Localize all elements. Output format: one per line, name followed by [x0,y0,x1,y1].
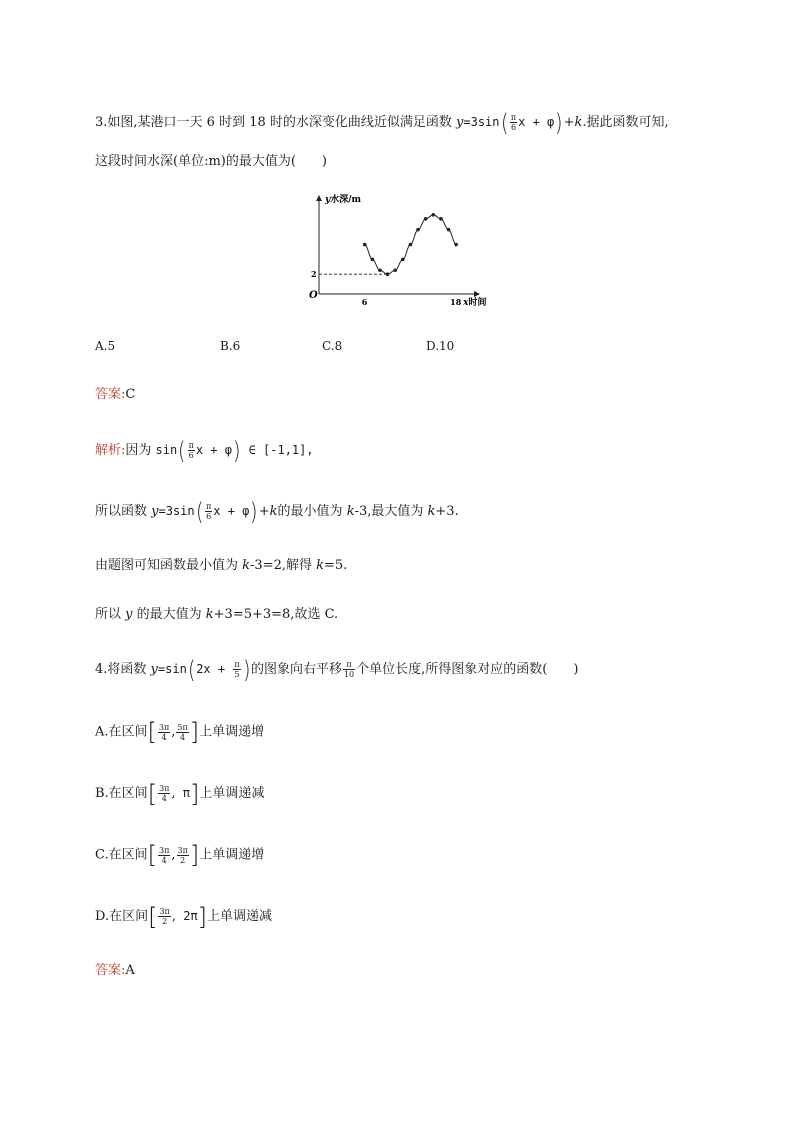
fraction-numerator: 3π [159,784,170,793]
q3-func-eq: =3sin [463,115,500,129]
y-tick-label: 2 [311,269,317,280]
left-paren: ( [195,497,204,526]
analysis-text: 所以 [95,607,126,622]
q3-stem-part2: .据此函数可知, [582,115,669,130]
q4-number: 4. [95,662,108,677]
fraction-numerator: π [234,660,240,669]
q3-option-b: B.6 [220,339,241,353]
x-tick-label: 18 [450,297,462,307]
fraction-numerator: 5π [177,722,188,732]
func-eq: =3sin [158,504,195,518]
fraction [205,502,212,521]
data-point [401,258,405,262]
option-prefix: D.在区间 [95,909,149,924]
interval-left [158,784,170,803]
q4-answer-value: A [125,963,135,978]
right-paren: ) [232,436,241,465]
analysis-text: 由题图可知函数最小值为 [95,558,243,573]
data-point [431,213,435,217]
y-axis-var: y [325,195,331,205]
right-bracket: ] [189,718,200,746]
q3-number: 3. [95,115,108,130]
right-bracket: ] [197,902,208,931]
inner-expression: x + φ [213,504,250,518]
fraction-denominator: 2 [162,917,168,926]
inner-expression: x + φ [195,443,232,457]
fraction-denominator: 6 [206,512,212,521]
q4-stem-text: 的图象向右平移 [250,662,342,677]
fraction-denominator: 4 [180,732,186,742]
range-text: ∈ [-1,1], [241,443,314,457]
q3-answer [95,385,135,405]
data-point [393,268,397,272]
q3-fraction [510,113,517,132]
q3-option-d: D.10 [426,339,455,353]
fraction-denominator: 4 [161,732,167,742]
fraction-denominator: 5 [234,670,240,679]
interval-left [158,907,170,926]
data-point [439,217,443,221]
interval-left [158,846,170,865]
q3-analysis-line1 [95,436,314,465]
fraction-numerator: π [188,441,194,450]
q3-func-y: y [456,115,464,130]
interval-sep: , [171,786,176,801]
fraction-denominator: 10 [343,670,355,679]
q3-analysis-line4 [95,605,338,625]
right-paren: ) [250,497,258,526]
func-tail: +k [258,504,278,519]
var-y: y [125,607,133,622]
analysis-text: 因为 [125,443,156,458]
var-k: k [316,558,325,573]
analysis-text: -3=2,解得 [250,558,317,573]
fraction [233,660,240,679]
origin-label: O [309,290,318,301]
x-axis-var: x [463,298,469,308]
interval-left [158,723,170,742]
analysis-text: -3,最大值为 [354,504,428,519]
option-suffix: 上单调递增 [199,847,265,863]
shift-fraction [343,660,355,679]
water-depth-chart [300,192,490,312]
q4-option-b [95,779,265,808]
y-axis-text: 水深/m [330,195,362,205]
interval-right [176,723,188,742]
fraction-numerator: π [206,502,212,511]
analysis-text: 所以函数 [95,504,152,519]
analysis-text: =5. [324,558,348,573]
x-tick-label: 6 [361,297,368,307]
q3-func-inner: x + φ [518,115,555,129]
option-prefix: B.在区间 [95,786,148,801]
data-point [386,272,390,276]
left-bracket: [ [148,902,158,931]
data-point [371,258,375,262]
var-k: k [427,504,436,519]
q3-answer-label: 答案: [95,387,126,402]
left-paren: ( [187,655,196,684]
option-suffix: 上单调递增 [199,724,265,740]
analysis-text: +3=5+3=8,故选 C. [213,607,339,622]
analysis-text: +3. [435,504,459,519]
q3-stem-line1 [95,108,669,137]
q3-analysis-line2 [95,497,459,526]
var-y: y [151,504,159,519]
q4-stem [95,655,579,684]
var-k: k [242,558,251,573]
q3-func-tail: +k [563,115,583,130]
x-axis-text: 时间 [468,298,487,308]
q3-analysis-label: 解析: [95,443,126,458]
fraction-numerator: 3π [159,907,170,916]
fraction-denominator: 4 [161,855,167,865]
var-k: k [205,607,214,622]
interval-right: π [175,786,191,800]
left-paren: ( [500,108,508,137]
func-eq: =sin [157,662,187,676]
data-point [447,228,451,232]
interval-sep: , [171,847,176,863]
q3-answer-value: C [125,387,136,402]
analysis-text: 的最小值为 [277,504,347,519]
fraction-numerator: π [510,113,517,122]
sin-text: sin [155,443,178,457]
data-point [416,228,420,232]
q4-option-a [95,718,265,746]
fraction-numerator: 3π [177,845,188,855]
left-bracket: [ [147,841,157,869]
data-point [424,217,428,221]
option-prefix: C.在区间 [95,847,148,863]
data-point [454,243,458,247]
fraction-denominator: 6 [510,123,517,132]
right-bracket: ] [189,841,200,869]
q3-analysis-line3 [95,556,347,576]
left-paren: ( [178,436,186,465]
fraction-denominator: 6 [188,451,194,460]
interval-right [177,846,189,865]
q3-option-c: C.8 [322,339,343,353]
analysis-text: 的最大值为 [132,607,206,622]
left-bracket: [ [147,779,158,808]
fraction-denominator: 2 [180,855,186,865]
q4-stem-text: 个单位长度,所得图象对应的函数( ) [356,662,579,677]
q4-stem-text: 将函数 [107,662,151,677]
q3-stem-line2: 这段时间水深(单位:m)的最大值为( ) [95,154,327,169]
q4-answer-label: 答案: [95,963,126,978]
option-suffix: 上单调递减 [199,786,265,801]
fraction-numerator: 3π [159,845,170,855]
var-y: y [150,662,158,677]
q4-option-c [95,841,265,869]
data-point [409,243,413,247]
q4-option-d [95,902,273,931]
x-axis-label [462,296,486,308]
var-k: k [346,504,355,519]
inner-expression: 2x + [196,662,233,676]
interval-sep: , [171,724,176,740]
chart-layer [309,193,487,308]
interval-right: 2π [175,909,198,923]
q4-answer [95,961,135,981]
q3-stem-part1: 如图,某港口一天 6 时到 18 时的水深变化曲线近似满足函数 [107,115,457,130]
option-suffix: 上单调递减 [207,909,273,924]
y-axis-arrow [316,195,322,201]
fraction-denominator: 4 [161,794,167,803]
right-paren: ) [555,108,563,137]
option-prefix: A.在区间 [95,724,148,740]
right-bracket: ] [190,779,200,808]
data-point [363,243,367,247]
fraction-numerator: π [343,660,355,670]
interval-sep: , [171,909,176,924]
data-point [378,268,382,272]
right-paren: ) [242,655,251,684]
x-axis-arrow [474,291,480,297]
fraction [188,441,195,460]
q3-option-a: A.5 [95,339,116,353]
left-bracket: [ [147,718,157,746]
fraction-numerator: 3π [158,722,170,732]
y-axis-label [324,193,362,205]
